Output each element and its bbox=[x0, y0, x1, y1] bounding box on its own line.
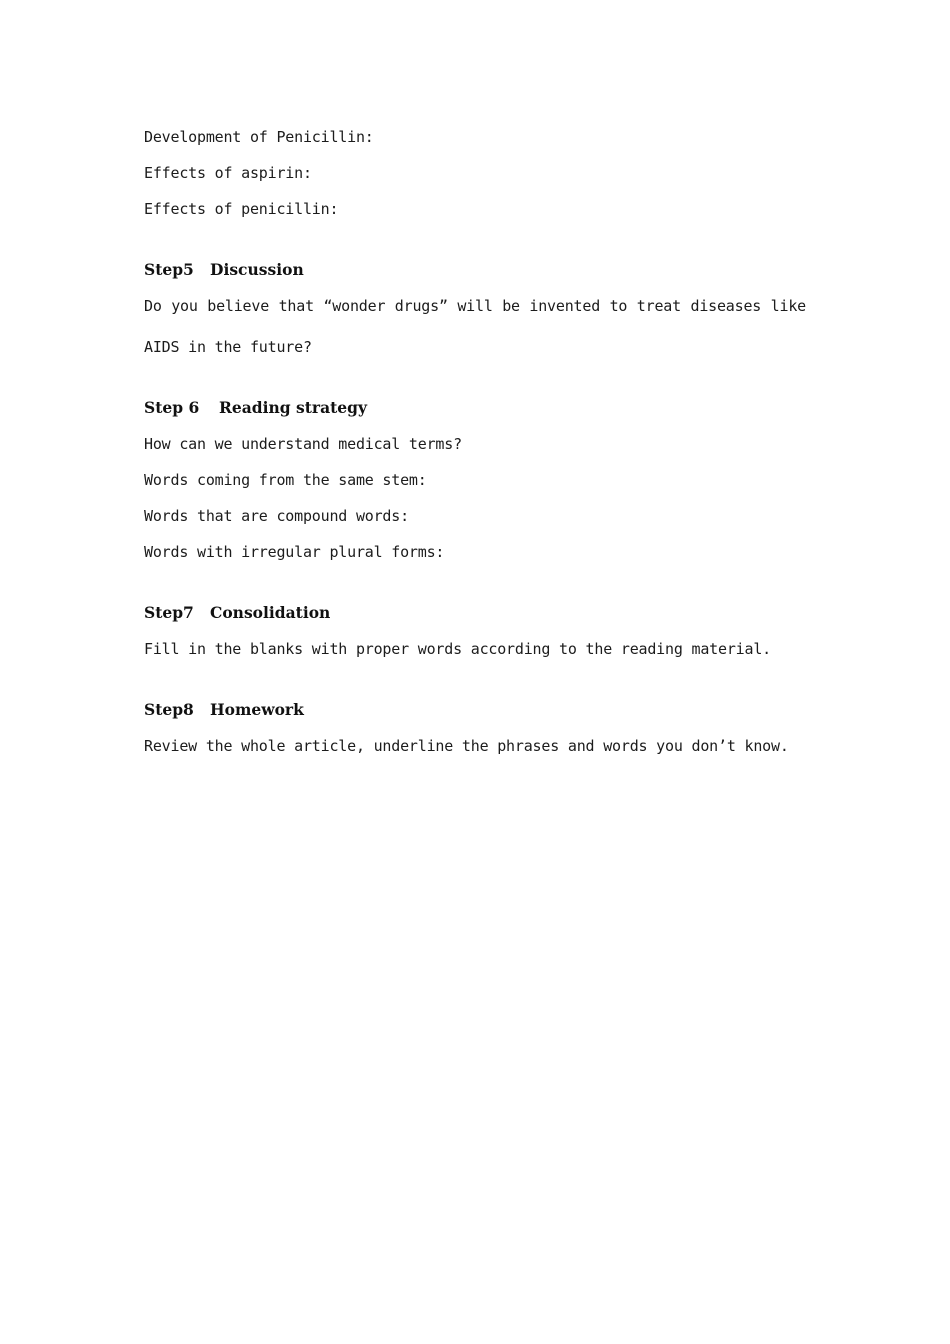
step6-title: Reading strategy bbox=[219, 398, 367, 417]
step5-title: Discussion bbox=[210, 260, 304, 279]
step5-question-line1: Do you believe that “wonder drugs” will be invented to treat diseases like bbox=[144, 297, 806, 315]
step6-line-same-stem: Words coming from the same stem: bbox=[144, 471, 427, 489]
text-line-effects-penicillin: Effects of penicillin: bbox=[144, 200, 339, 218]
step8-title: Homework bbox=[210, 700, 304, 719]
document-content bbox=[144, 125, 824, 770]
step6-label: Step 6 bbox=[144, 398, 200, 417]
step6-line-compound: Words that are compound words: bbox=[144, 507, 409, 525]
step7-title: Consolidation bbox=[210, 603, 331, 622]
step7-heading bbox=[144, 601, 824, 637]
step5-label: Step5 bbox=[144, 260, 194, 279]
step7-instruction: Fill in the blanks with proper words according to the reading material. bbox=[144, 640, 771, 658]
step8-instruction: Review the whole article, underline the phrases and words you don’t know. bbox=[144, 737, 789, 755]
spacer bbox=[144, 673, 824, 698]
step7-label: Step7 bbox=[144, 603, 194, 622]
text-line-development-penicillin: Development of Penicillin: bbox=[144, 128, 374, 146]
spacer bbox=[144, 371, 824, 396]
step8-heading bbox=[144, 698, 824, 734]
text-line-effects-aspirin: Effects of aspirin: bbox=[144, 164, 312, 182]
step5-heading bbox=[144, 258, 824, 294]
spacer bbox=[144, 576, 824, 601]
spacer bbox=[144, 233, 824, 258]
step6-line-irregular-plural: Words with irregular plural forms: bbox=[144, 543, 445, 561]
step6-line-medical-terms: How can we understand medical terms? bbox=[144, 435, 462, 453]
step6-heading bbox=[144, 396, 824, 432]
step8-label: Step8 bbox=[144, 700, 194, 719]
step5-question-line2: AIDS in the future? bbox=[144, 338, 312, 356]
